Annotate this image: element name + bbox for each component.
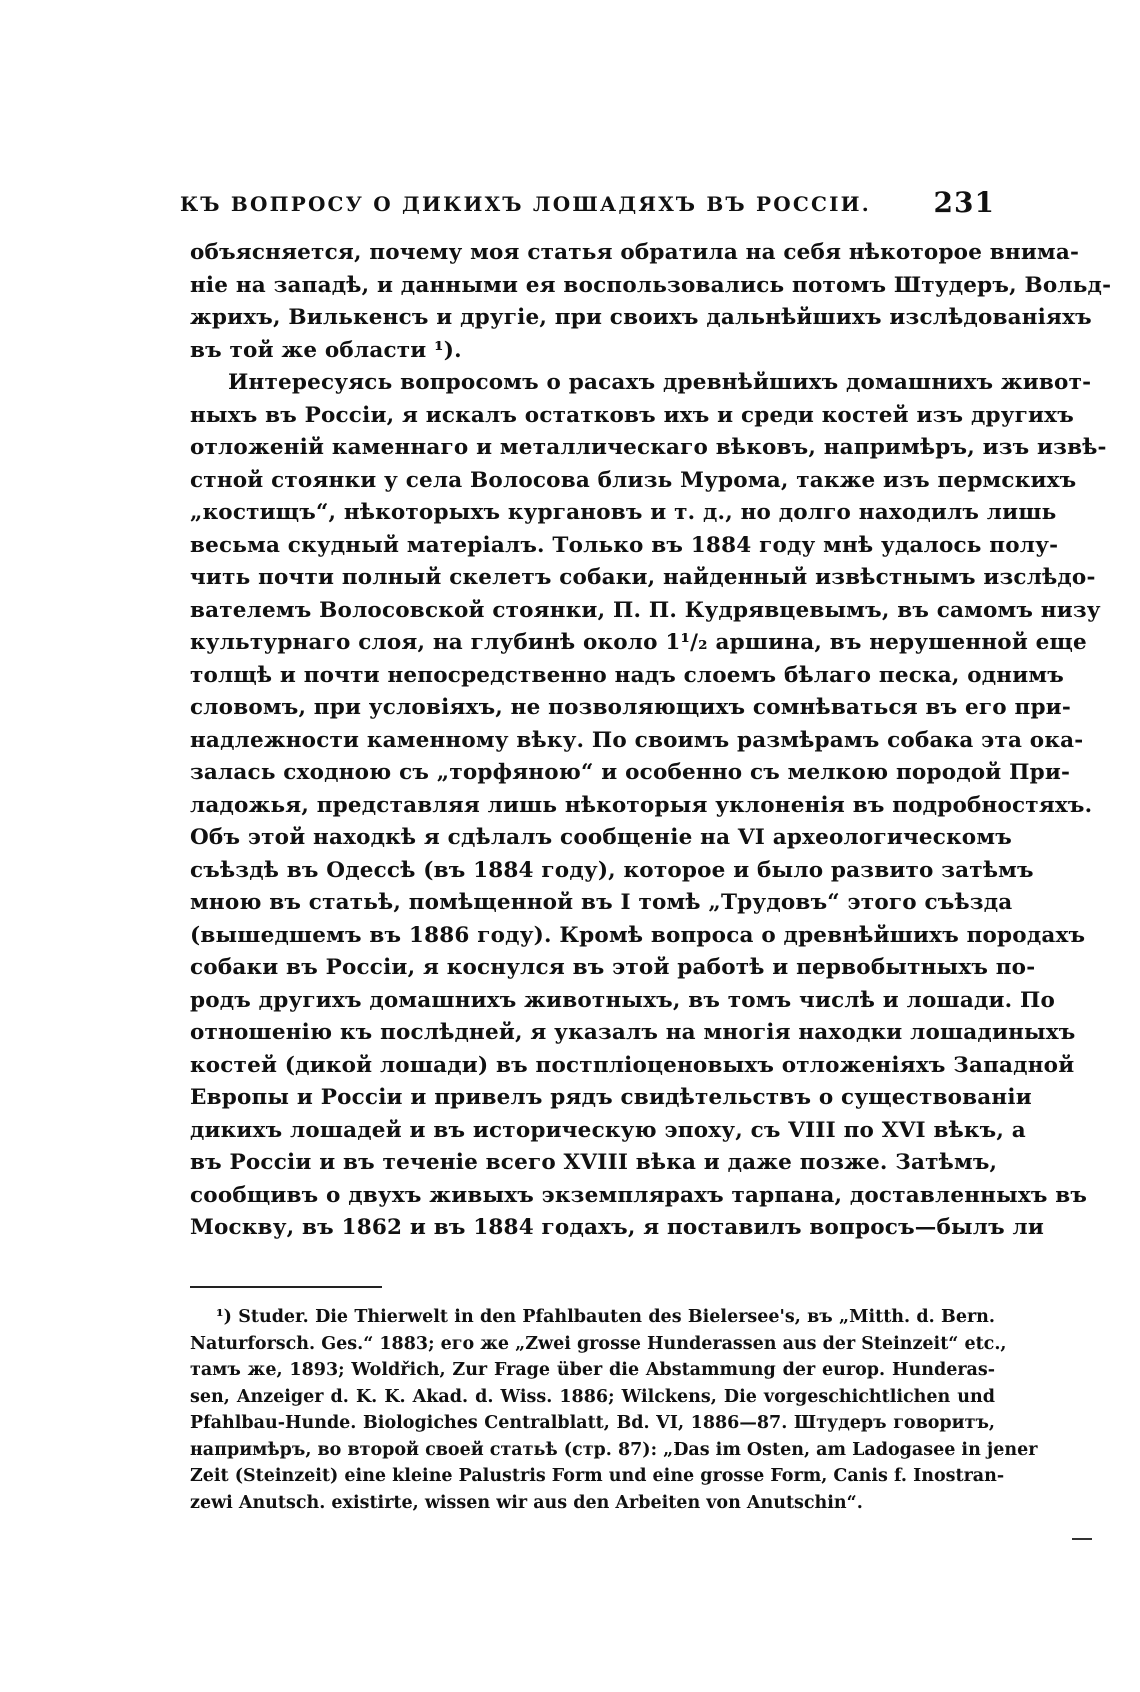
text-line: жрихъ, Вилькенсъ и другіе, при своихъ дальнѣйшихъ изслѣдованіяхъ: [190, 305, 1092, 330]
footnote-line: Zeit (Steinzeit) eine kleine Palustris Form und eine grosse Form, Canis f. Inostran-: [190, 1466, 1005, 1486]
footnote-line: Naturforsch. Ges.“ 1883; его же „Zwei grosse Hunderassen aus der Steinzeit“ etc.,: [190, 1333, 1007, 1354]
text-line: толщѣ и почти непосредственно надъ слоемъ бѣлаго песка, однимъ: [190, 662, 1064, 688]
text-line: словомъ, при условіяхъ, не позволяющихъ сомнѣваться въ его при-: [190, 695, 1071, 720]
text-line: весьма скудный матеріалъ. Только въ 1884 году мнѣ удалось полу-: [190, 532, 1059, 558]
text-line: Европы и Россіи и привелъ рядъ свидѣтельствъ о существованіи: [190, 1085, 1032, 1110]
text-line: сообщивъ о двухъ живыхъ экземплярахъ тарпана, доставленныхъ въ: [190, 1182, 1088, 1208]
text-line: стной стоянки у села Волосова близь Мурома, также изъ пермскихъ: [190, 467, 1077, 493]
text-line: Москву, въ 1862 и въ 1884 годахъ, я поставилъ вопросъ—былъ ли: [190, 1215, 1045, 1240]
running-title: КЪ ВОПРОСУ О ДИКИХЪ ЛОШАДЯХЪ ВЪ РОССІИ.: [180, 192, 871, 216]
text-line: костей (дикой лошади) въ постпліоценовыхъ отложеніяхъ Западной: [190, 1052, 1075, 1078]
text-line: отложеній каменнаго и металлическаго вѣковъ, напримѣръ, изъ извѣ-: [190, 435, 1107, 460]
text-line: (вышедшемъ въ 1886 году). Кромѣ вопроса о древнѣйшихъ породахъ: [190, 922, 1086, 948]
text-line: чить почти полный скелетъ собаки, найденный извѣстнымъ изслѣдо-: [190, 565, 1096, 590]
footnote: [190, 1304, 1038, 1516]
text-line: ніе на западѣ, и данными ея воспользовались потомъ Штудеръ, Вольд-: [190, 272, 1112, 298]
text-line: Интересуясь вопросомъ о расахъ древнѣйшихъ домашнихъ живот-: [228, 370, 1092, 395]
text-line: дикихъ лошадей и въ историческую эпоху, съ VIII по XVI вѣкъ, а: [190, 1117, 1026, 1143]
footnote-line: ¹) Studer. Die Thierwelt in den Pfahlbauten des Bielersee's, въ „Mitth. d. Bern.: [216, 1307, 995, 1327]
text-line: „костищъ“, нѣкоторыхъ кургановъ и т. д., но долго находилъ лишь: [190, 500, 1057, 525]
margin-dash: [1072, 1538, 1092, 1540]
footnote-line: тамъ же, 1893; Woldřich, Zur Frage über die Abstammung der europ. Hunderas-: [190, 1360, 995, 1380]
text-line: культурнаго слоя, на глубинѣ около 1¹/₂ аршина, въ нерушенной еще: [190, 630, 1087, 655]
text-line: объясняется, почему моя статья обратила на себя нѣкоторое внима-: [190, 240, 1080, 265]
text-line: вателемъ Волосовской стоянки, П. П. Кудрявцевымъ, въ самомъ низу: [190, 597, 1101, 623]
text-line: въ Россіи и въ теченіе всего XVIII вѣка и даже позже. Затѣмъ,: [190, 1150, 998, 1175]
text-line: ладожья, представляя лишь нѣкоторыя уклоненія въ подробностяхъ.: [190, 792, 1093, 818]
running-head: [180, 186, 995, 226]
body-text: [190, 237, 1112, 1245]
text-line: ныхъ въ Россіи, я искалъ остатковъ ихъ и среди костей изъ другихъ: [190, 402, 1074, 428]
footnote-divider: [190, 1286, 382, 1288]
footnote-line: zewi Anutsch. existirte, wissen wir aus den Arbeiten von Anutschin“.: [190, 1492, 863, 1513]
footnote-line: sen, Anzeiger d. K. K. Akad. d. Wiss. 1886; Wilckens, Die vorgeschichtlichen und: [190, 1386, 995, 1407]
text-line: мною въ статьѣ, помѣщенной въ I томѣ „Трудовъ“ этого съѣзда: [190, 890, 1013, 915]
text-line: родъ другихъ домашнихъ животныхъ, въ томъ числѣ и лошади. По: [190, 987, 1056, 1013]
footnote-line: напримѣръ, во второй своей статьѣ (стр. 87): „Das im Osten, am Ladogasee in jener: [190, 1439, 1038, 1460]
text-line: съѣздѣ въ Одессѣ (въ 1884 году), которое и было развито затѣмъ: [190, 857, 1034, 883]
text-line: въ той же области ¹).: [190, 337, 462, 363]
text-line: отношенію къ послѣдней, я указалъ на многія находки лошадиныхъ: [190, 1020, 1076, 1045]
footnote-line: Pfahlbau-Hunde. Biologiches Centralblatt, Bd. VI, 1886—87. Штудеръ говоритъ,: [190, 1413, 995, 1433]
page-number: 231: [933, 186, 995, 219]
text-line: надлежности каменному вѣку. По своимъ размѣрамъ собака эта ока-: [190, 727, 1084, 753]
text-line: Объ этой находкѣ я сдѣлалъ сообщеніе на VI археологическомъ: [190, 825, 1012, 850]
text-line: залась сходною съ „торфяною“ и особенно съ мелкою породой При-: [190, 760, 1071, 785]
text-line: собаки въ Россіи, я коснулся въ этой работѣ и первобытныхъ по-: [190, 955, 1036, 980]
